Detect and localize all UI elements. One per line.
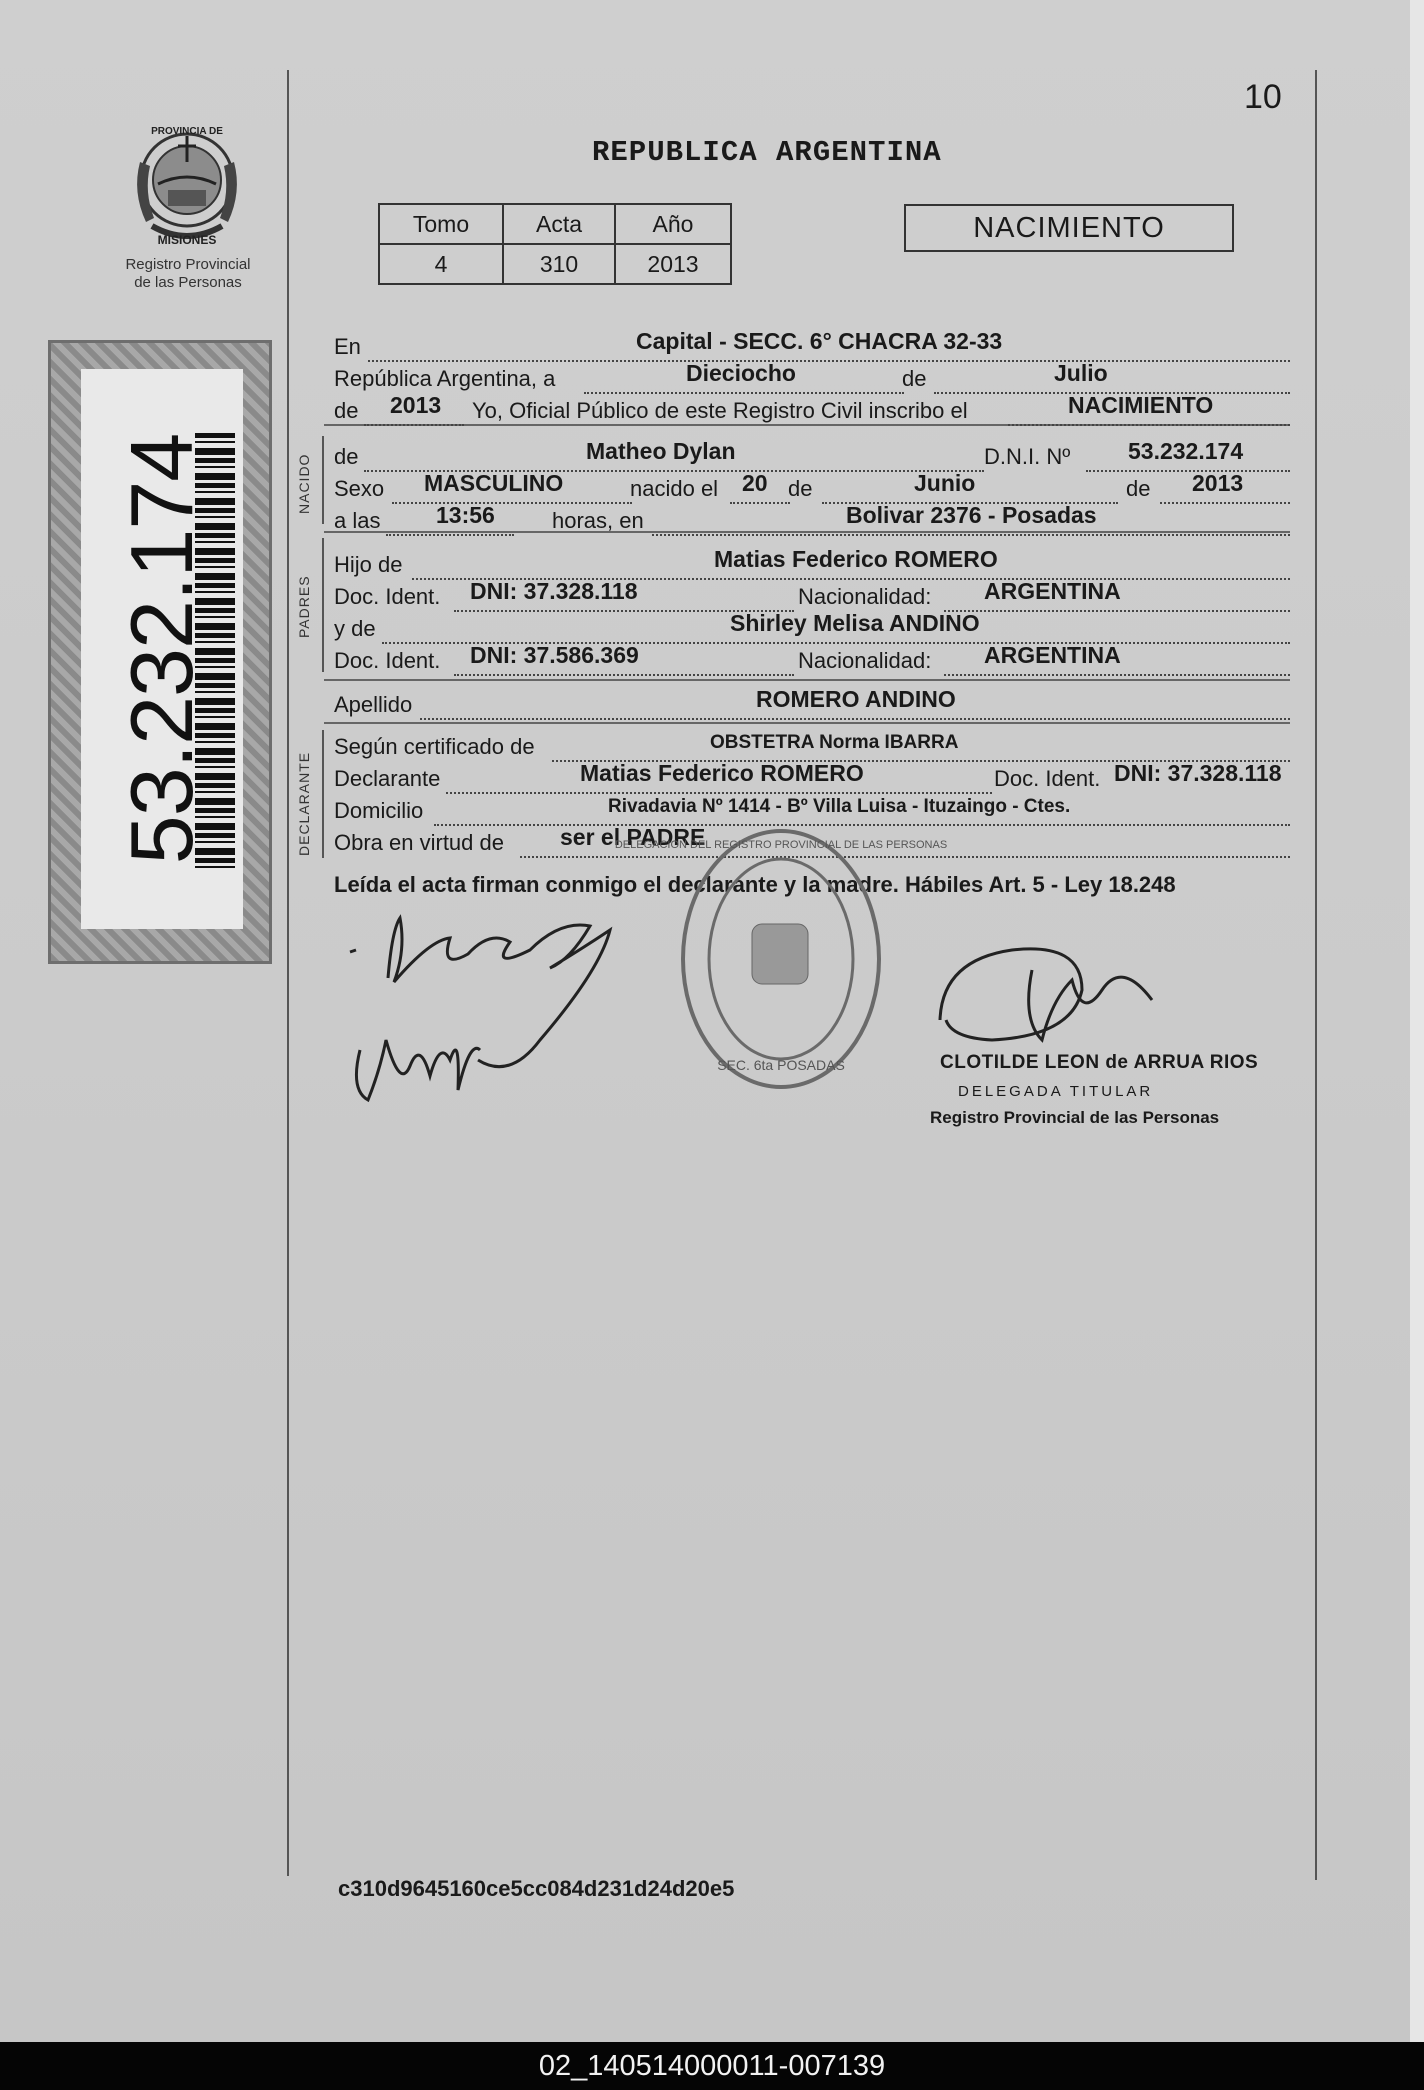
separator-4 — [324, 722, 1290, 724]
label-doc-ident: Doc. Ident. — [334, 584, 441, 609]
stamp-inner-text: SEC. 6ta POSADAS — [717, 1057, 845, 1073]
dots — [944, 674, 1290, 676]
value-apellido: ROMERO ANDINO — [756, 686, 956, 712]
label-apellido: Apellido — [334, 692, 413, 717]
closing-statement: Leída el acta firman conmigo el declarante y la madre. Hábiles Art. 5 - Ley 18.248 — [334, 872, 1176, 897]
label-nacionalidad: Nacionalidad: — [798, 584, 932, 609]
dots — [1160, 502, 1290, 504]
dots — [392, 502, 632, 504]
section-label-nacido: NACIDO — [296, 453, 312, 514]
label-republica: República Argentina, a — [334, 366, 556, 391]
seal-caption-line-2: de las Personas — [134, 274, 242, 291]
left-margin-line — [287, 70, 289, 1876]
label-declarante: Declarante — [334, 766, 441, 791]
row-en — [334, 328, 1290, 364]
value-lugar-registro: Capital - SECC. 6° CHACRA 32-33 — [636, 328, 1003, 354]
sticker-label — [81, 369, 243, 929]
value-anio: 2013 — [615, 244, 731, 284]
value-padre-nacionalidad: ARGENTINA — [984, 578, 1121, 604]
row-hora — [334, 502, 1290, 538]
dots — [652, 534, 1290, 536]
value-padre-doc: DNI: 37.328.118 — [470, 578, 638, 604]
value-acta: 310 — [503, 244, 615, 284]
seal-caption — [108, 256, 268, 292]
reference-value-row — [379, 244, 731, 284]
value-madre-nacionalidad: ARGENTINA — [984, 642, 1121, 668]
label-a-las: a las — [334, 508, 381, 533]
value-anio: 2013 — [390, 392, 442, 418]
label-yo-oficial: Yo, Oficial Público de este Registro Civil inscribo el — [472, 398, 968, 423]
value-inscribo: NACIMIENTO — [1068, 392, 1214, 418]
value-sexo: MASCULINO — [424, 470, 564, 496]
value-tomo: 4 — [379, 244, 503, 284]
section-bar-padres — [322, 538, 324, 672]
value-domicilio: Rivadavia Nº 1414 - Bº Villa Luisa - Ituzaingo - Ctes. — [608, 796, 1071, 817]
header-tomo: Tomo — [379, 204, 503, 244]
label-horas-en: horas, en — [552, 508, 644, 533]
seal-caption-line-1: Registro Provincial — [125, 256, 251, 273]
separator-3 — [324, 679, 1290, 681]
country-heading: REPUBLICA ARGENTINA — [592, 136, 942, 169]
right-margin-line — [1315, 70, 1317, 1880]
reference-table — [378, 203, 732, 285]
value-nac-anio: 2013 — [1192, 470, 1244, 496]
record-type-box: NACIMIENTO — [904, 204, 1234, 252]
page-number: 10 — [1244, 78, 1282, 116]
value-madre: Shirley Melisa ANDINO — [730, 610, 980, 636]
value-nombre: Matheo Dylan — [586, 438, 736, 464]
label-hijo-de: Hijo de — [334, 552, 403, 577]
dots — [520, 856, 1290, 858]
dots — [1086, 470, 1290, 472]
value-obra: ser el PADRE — [560, 824, 706, 850]
label-nacido-el: nacido el — [630, 476, 719, 501]
header-anio: Año — [615, 204, 731, 244]
page-edge — [1410, 0, 1424, 2042]
label-nacionalidad: Nacionalidad: — [798, 648, 932, 673]
label-de: de — [1126, 476, 1151, 501]
value-declarante-doc: DNI: 37.328.118 — [1114, 760, 1282, 786]
dots — [386, 534, 514, 536]
reference-header-row — [379, 204, 731, 244]
footer-filename: 02_140514000011-007139 — [0, 2042, 1424, 2090]
value-lugar-nacimiento: Bolivar 2376 - Posadas — [846, 502, 1097, 528]
section-label-declarante: DECLARANTE — [296, 751, 312, 856]
value-declarante: Matias Federico ROMERO — [580, 760, 864, 786]
dots — [420, 718, 1290, 720]
label-en: En — [334, 334, 361, 359]
value-dni: 53.232.174 — [1128, 438, 1244, 464]
value-madre-doc: DNI: 37.586.369 — [470, 642, 639, 668]
value-mes: Julio — [1054, 360, 1108, 386]
dots — [730, 502, 790, 504]
header-acta: Acta — [503, 204, 615, 244]
sticker-number: 53.232.174 — [112, 433, 211, 865]
label-de: de — [334, 398, 359, 423]
value-padre: Matias Federico ROMERO — [714, 546, 998, 572]
seal-top-text: PROVINCIA DE — [151, 126, 223, 137]
value-nac-dia: 20 — [742, 470, 768, 496]
label-segun: Según certificado de — [334, 734, 535, 759]
section-label-padres: PADRES — [296, 575, 312, 638]
label-de: de — [902, 366, 927, 391]
official-office: Registro Provincial de las Personas — [930, 1108, 1220, 1127]
row-apellido — [334, 686, 1290, 722]
section-bar-nacido — [322, 436, 324, 524]
value-dia: Dieciocho — [686, 360, 796, 386]
label-de: de — [788, 476, 813, 501]
label-doc-ident: Doc. Ident. — [994, 766, 1101, 791]
official-signature-icon — [932, 940, 1162, 1050]
official-name: CLOTILDE LEON de ARRUA RIOS — [940, 1052, 1259, 1073]
label-de: de — [334, 444, 359, 469]
label-doc-ident: Doc. Ident. — [334, 648, 441, 673]
stamp-outer-text: DELEGACION DEL REGISTRO PROVINCIAL DE LAS PERSONAS — [614, 839, 948, 851]
dots — [944, 610, 1290, 612]
barcode-sticker — [48, 340, 272, 964]
section-bar-declarante — [322, 730, 324, 858]
official-title: DELEGADA TITULAR — [958, 1083, 1154, 1100]
seal-bottom-text: MISIONES — [157, 233, 217, 247]
value-hora: 13:56 — [436, 502, 495, 528]
dots — [454, 674, 794, 676]
provincial-seal-icon — [128, 122, 246, 252]
value-segun: OBSTETRA Norma IBARRA — [710, 732, 959, 753]
row-declarante — [334, 760, 1290, 796]
declarante-signature-icon — [340, 890, 640, 1120]
label-sexo: Sexo — [334, 476, 385, 501]
document-hash: c310d9645160ce5cc084d231d24d20e5 — [338, 1876, 735, 1901]
label-y-de: y de — [334, 616, 376, 641]
dots — [368, 360, 1290, 362]
dots — [584, 392, 904, 394]
label-obra: Obra en virtud de — [334, 830, 504, 855]
row-madre-doc — [334, 642, 1290, 678]
dots — [446, 792, 992, 794]
dots — [1008, 424, 1290, 426]
row-inscribo — [334, 392, 1290, 428]
label-dni: D.N.I. Nº — [984, 444, 1071, 469]
value-nac-mes: Junio — [914, 470, 976, 496]
dots — [364, 424, 464, 426]
label-domicilio: Domicilio — [334, 798, 424, 823]
